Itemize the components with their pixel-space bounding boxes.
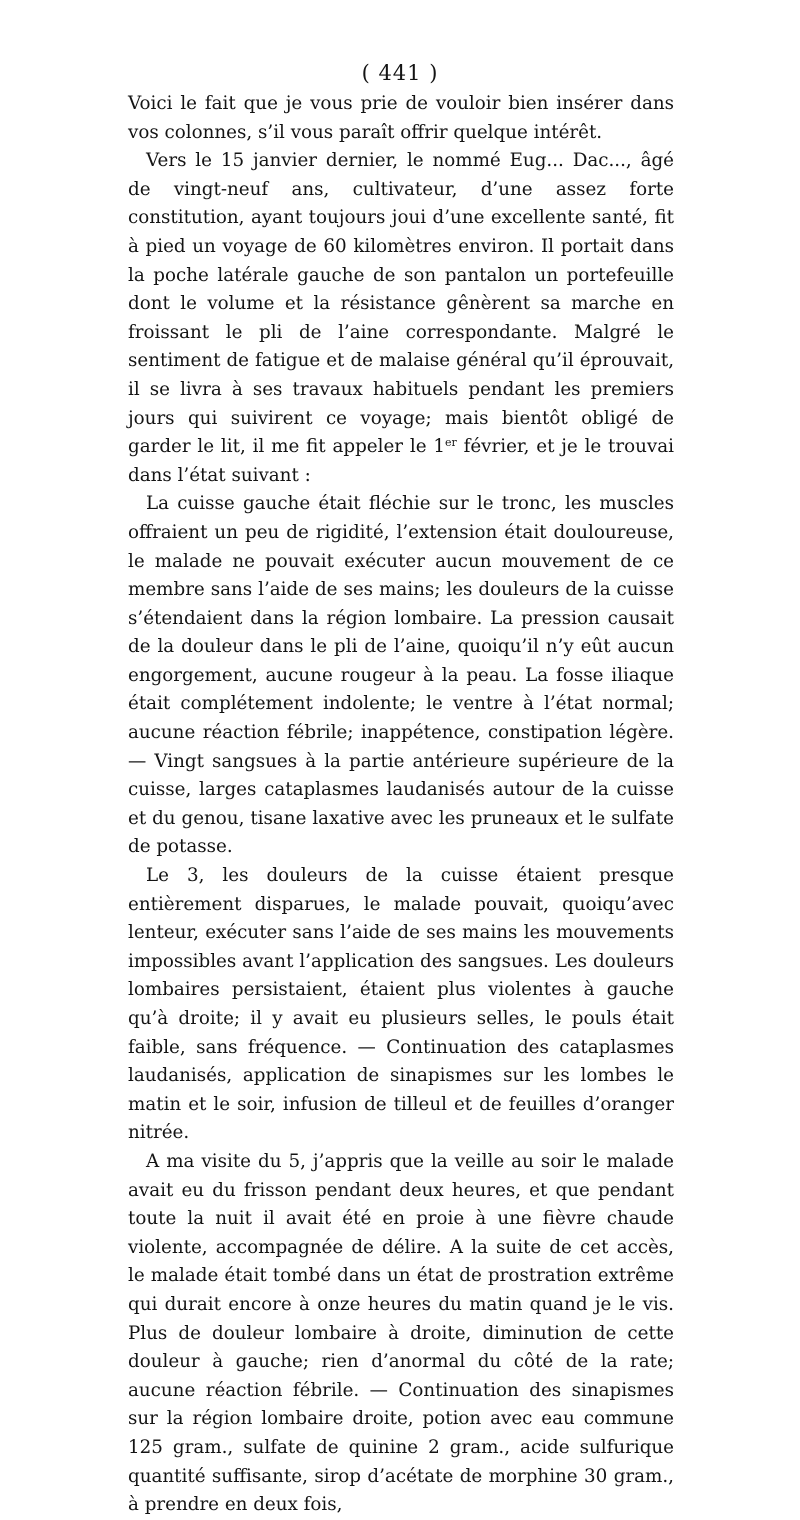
paragraph — [128, 147, 674, 490]
paragraph: A ma visite du 5, j’appris que la veille au soir le malade avait eu du frisson pendant deux heures, et que pendant toute la nuit il avait été en proie à une fièvre chaude violente, accompagnée de délire. A la suite de cet accès, le malade était tombé dans un état de prostration extrême qui durait encore à onze heures du matin quand je le vis. Plus de douleur lombaire à droite, diminution de cette douleur à gauche; rien d’anormal du côté de la rate; aucune réaction fébrile. — Continuation des sinapismes sur la région lombaire droite, potion avec eau commune 125 gram., sulfate de quinine 2 gram., acide sulfurique quantité suffisante, sirop d’acétate de morphine 30 gram., à prendre en deux fois, — [128, 1150, 674, 1516]
body-text — [128, 90, 674, 1520]
page-number: ( 441 ) — [361, 61, 439, 85]
ordinal-superscript: er — [444, 436, 457, 450]
paragraph: La cuisse gauche était fléchie sur le tronc, les muscles offraient un peu de rigidité, l’extension était douloureuse, le malade ne pouvait exécuter aucun mouvement de ce membre sans l’aide de ses mains; les douleurs de la cuisse s’étendaient dans la région lombaire. La pression causait de la douleur dans le pli de l’aine, quoiqu’il n’y eût aucun engorgement, aucune rougeur à la peau. La fosse iliaque était complétement indolente; le ventre à l’état normal; aucune réaction fébrile; inappétence, constipation légère. — Vingt sangsues à la partie antérieure supérieure de la cuisse, larges cataplasmes laudanisés autour de la cuisse et du genou, tisane laxative avec les pruneaux et le sulfate de potasse. — [128, 493, 674, 858]
paragraph: Voici le fait que je vous prie de vouloir bien insérer dans vos colonnes, s’il vous paraît offrir quelque intérêt. — [128, 93, 674, 143]
paragraph: Le 3, les douleurs de la cuisse étaient presque entièrement disparues, le malade pouvait, quoiqu’avec lenteur, exécuter sans l’aide de ses mains les mouvements impossibles avant l’application des sangsues. Les douleurs lombaires persistaient, étaient plus violentes à gauche qu’à droite; il y avait eu plusieurs selles, le pouls était faible, sans fréquence. — Continuation des cataplasmes laudanisés, application de sinapismes sur les lombes le matin et le soir, infusion de tilleul et de feuilles d’oranger nitrée. — [128, 865, 674, 1144]
paragraph-text: Vers le 15 janvier dernier, le nommé Eug... Dac..., âgé de vingt-neuf ans, cultivateur, d’une assez forte constitution, ayant toujours joui d’une excellente santé, fit à pied un voyage de 60 kilomètres environ. Il portait dans la poche latérale gauche de son pantalon un portefeuille dont le volume et la résistance gênèrent sa marche en froissant le pli de l’aine correspondante. Malgré le sentiment de fatigue et de malaise général qu’il éprouvait, il se livra à ses travaux habituels pendant les premiers jours qui suivirent ce voyage; mais bientôt obligé de garder le lit, il me fit appeler le 1 — [128, 150, 674, 458]
paragraph-text-tail: février, et je le trouvai dans l’état suivant : — [128, 436, 675, 486]
